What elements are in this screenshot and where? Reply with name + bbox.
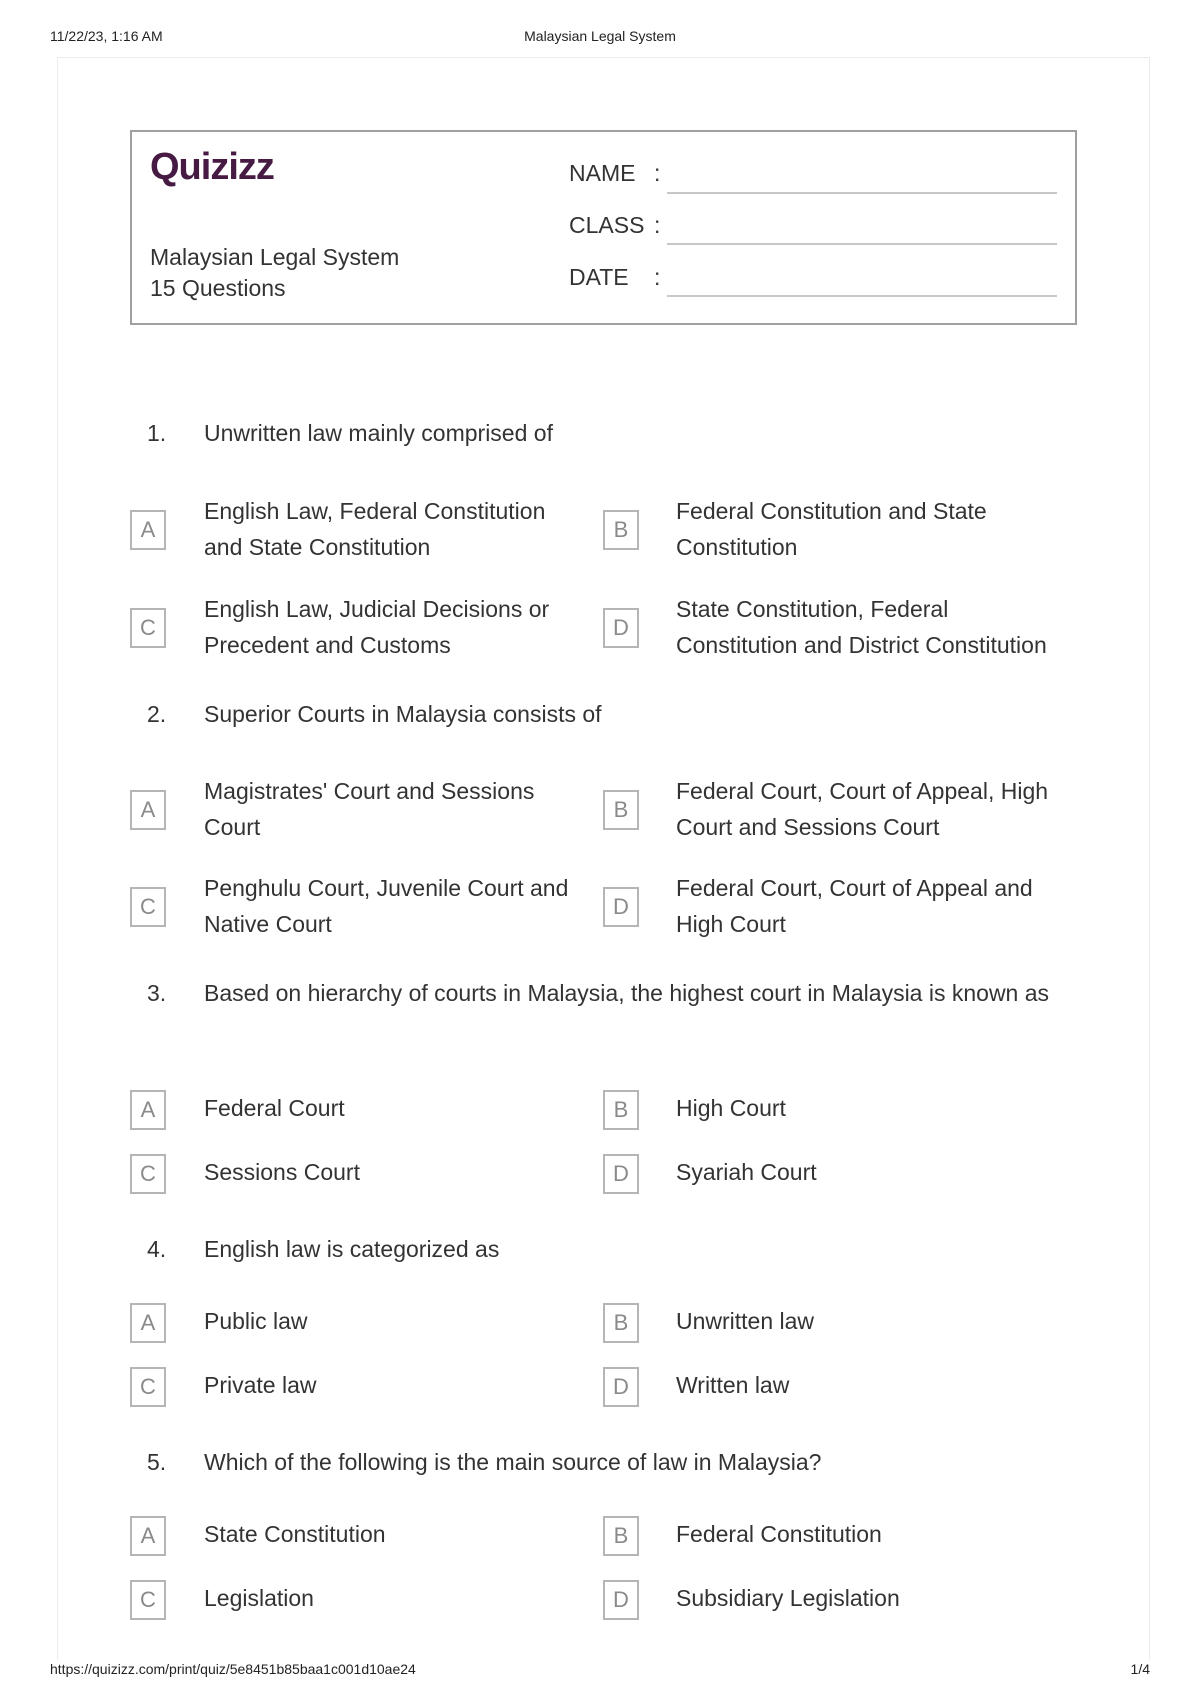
option-d-box[interactable]: D [603, 887, 639, 927]
option-d-text: Syariah Court [676, 1159, 817, 1185]
question-count: 15 Questions [150, 275, 286, 301]
option-d-text: Subsidiary Legislation [676, 1585, 900, 1611]
option-c-text: Private law [204, 1372, 317, 1398]
option-d-text: State Constitution, Federal Constitution and District Constitution [676, 596, 1047, 658]
option-a-text: English Law, Federal Constitution and State Constitution [204, 498, 546, 560]
option-d-box[interactable]: D [603, 1367, 639, 1407]
option-b-box[interactable]: B [603, 1303, 639, 1343]
option-a-box[interactable]: A [130, 790, 166, 830]
option-d-box[interactable]: D [603, 1580, 639, 1620]
question-number: 4. [147, 1236, 167, 1262]
print-datetime: 11/22/23, 1:16 AM [50, 28, 163, 44]
name-line [667, 192, 1057, 194]
option-c-box[interactable]: C [130, 1367, 166, 1407]
option-a-box[interactable]: A [130, 510, 166, 550]
option-b-box[interactable]: B [603, 790, 639, 830]
question-text: Which of the following is the main source of law in Malaysia? [204, 1449, 822, 1475]
option-a-text: Federal Court [204, 1095, 345, 1121]
option-a-text: Magistrates' Court and Sessions Court [204, 778, 535, 840]
name-colon: : [654, 160, 661, 186]
question-number: 1. [147, 420, 167, 446]
question-number: 5. [147, 1449, 167, 1475]
option-b-box[interactable]: B [603, 510, 639, 550]
option-c-box[interactable]: C [130, 1580, 166, 1620]
date-colon: : [654, 264, 661, 290]
class-label: CLASS [569, 212, 645, 238]
print-url[interactable]: https://quizizz.com/print/quiz/5e8451b85baa1c001d10ae24 [50, 1661, 416, 1677]
date-line [667, 295, 1057, 297]
option-b-box[interactable]: B [603, 1090, 639, 1130]
option-b-text: High Court [676, 1095, 786, 1121]
quiz-header-box [130, 130, 1077, 325]
option-c-box[interactable]: C [130, 887, 166, 927]
print-footer [50, 1661, 1150, 1681]
option-a-box[interactable]: A [130, 1303, 166, 1343]
print-title: Malaysian Legal System [524, 28, 676, 44]
quiz-title: Malaysian Legal System [150, 244, 400, 270]
option-c-text: Penghulu Court, Juvenile Court and Native Court [204, 875, 569, 937]
option-d-box[interactable]: D [603, 1154, 639, 1194]
class-colon: : [654, 212, 661, 238]
option-b-text: Federal Constitution [676, 1521, 882, 1547]
question-text: Superior Courts in Malaysia consists of [204, 701, 602, 727]
option-b-text: Unwritten law [676, 1308, 815, 1334]
question-number: 3. [147, 980, 167, 1006]
option-c-text: English Law, Judicial Decisions or Precedent and Customs [204, 596, 550, 658]
option-b-box[interactable]: B [603, 1516, 639, 1556]
question-text: Unwritten law mainly comprised of [204, 420, 553, 446]
option-b-text: Federal Court, Court of Appeal, High Court and Sessions Court [676, 778, 1049, 840]
class-line [667, 243, 1057, 245]
option-c-box[interactable]: C [130, 1154, 166, 1194]
page-number: 1/4 [1130, 1661, 1150, 1677]
name-label: NAME [569, 160, 636, 186]
option-d-text: Written law [676, 1372, 790, 1398]
option-d-box[interactable]: D [603, 608, 639, 648]
option-c-box[interactable]: C [130, 608, 166, 648]
print-header [50, 28, 1150, 48]
date-label: DATE [569, 264, 629, 290]
question-text: English law is categorized as [204, 1236, 500, 1262]
quizizz-logo [150, 146, 310, 190]
question-text: Based on hierarchy of courts in Malaysia, the highest court in Malaysia is known as [204, 980, 1050, 1006]
option-b-text: Federal Constitution and State Constitution [676, 498, 987, 560]
option-d-text: Federal Court, Court of Appeal and High Court [676, 875, 1033, 937]
option-a-box[interactable]: A [130, 1516, 166, 1556]
svg-text:Quizizz: Quizizz [150, 146, 274, 188]
option-a-text: Public law [204, 1308, 308, 1334]
option-c-text: Legislation [204, 1585, 314, 1611]
option-a-box[interactable]: A [130, 1090, 166, 1130]
option-c-text: Sessions Court [204, 1159, 360, 1185]
option-a-text: State Constitution [204, 1521, 386, 1547]
question-number: 2. [147, 701, 167, 727]
